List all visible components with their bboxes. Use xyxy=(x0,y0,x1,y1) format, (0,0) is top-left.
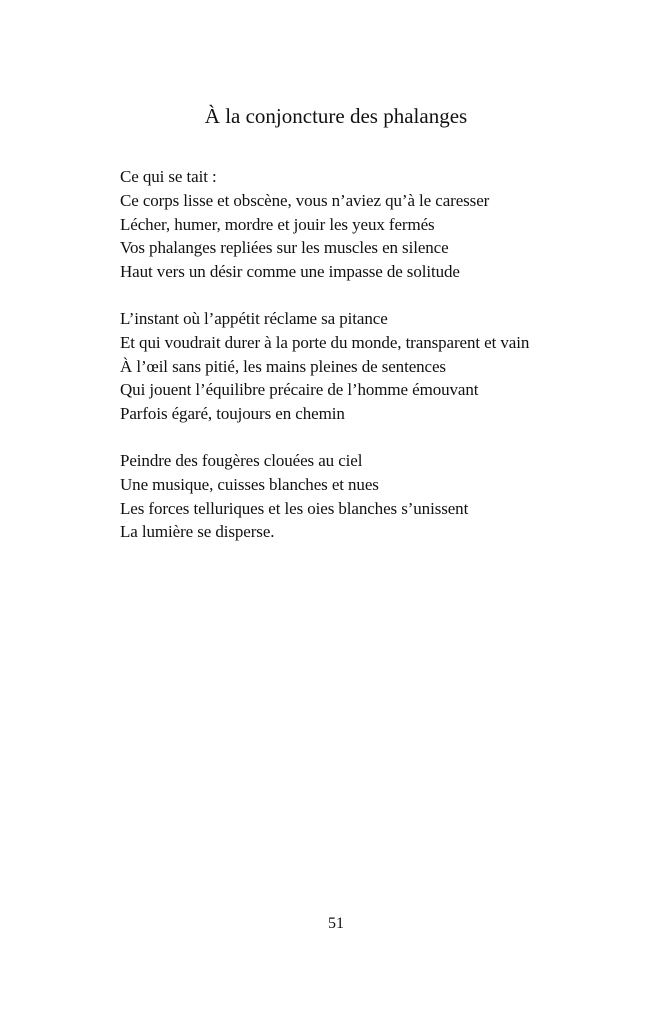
verse-line: Ce qui se tait : xyxy=(120,167,217,186)
verse-line: Vos phalanges repliées sur les muscles en silence xyxy=(120,238,449,258)
verse-line: Ce corps lisse et obscène, vous n’aviez qu’à le caresser xyxy=(120,190,490,210)
verse-line: Peindre des fougères clouées au ciel xyxy=(120,450,363,470)
stanza-3 xyxy=(120,449,620,544)
page-number: 51 xyxy=(328,915,344,932)
stanza-2 xyxy=(120,307,620,426)
verse-line: Et qui voudrait durer à la porte du monde, transparent et vain xyxy=(120,332,530,352)
verse-line: Lécher, humer, mordre et jouir les yeux fermés xyxy=(120,214,435,234)
verse-line: Qui jouent l’équilibre précaire de l’homme émouvant xyxy=(120,380,479,400)
verse-line: Haut vers un désir comme une impasse de solitude xyxy=(120,262,460,282)
verse-line: L’instant où l’appétit réclame sa pitance xyxy=(120,308,388,328)
verse-line: Parfois égaré, toujours en chemin xyxy=(120,404,345,424)
verse-line: Une musique, cuisses blanches et nues xyxy=(120,474,379,494)
verse-line: La lumière se disperse. xyxy=(120,522,275,542)
poem-title: À la conjoncture des phalanges xyxy=(204,104,468,128)
poem-body xyxy=(120,165,620,567)
verse-line: À l’œil sans pitié, les mains pleines de sentences xyxy=(120,356,446,376)
verse-line: Les forces telluriques et les oies blanches s’unissent xyxy=(120,498,469,518)
stanza-1 xyxy=(120,165,620,284)
